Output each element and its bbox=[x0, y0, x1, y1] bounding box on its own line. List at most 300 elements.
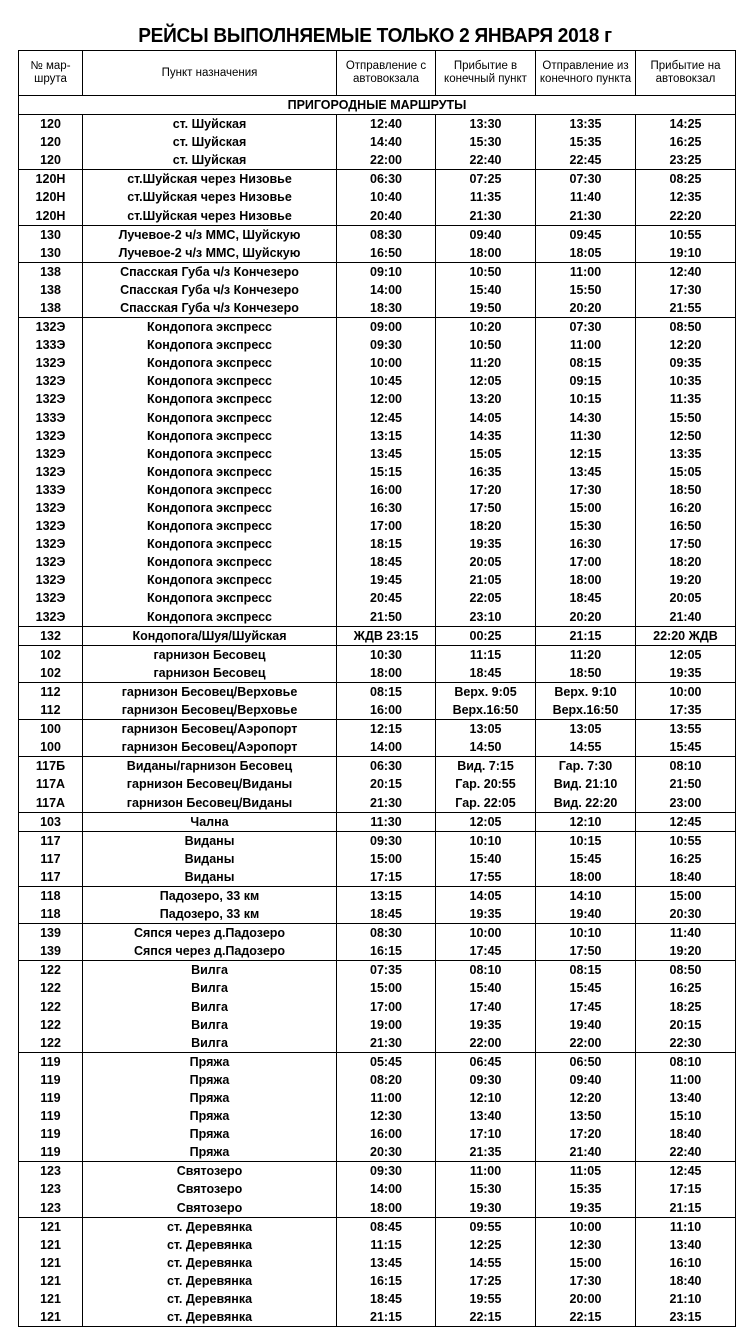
arrival-end-time: 14:55 bbox=[436, 1254, 536, 1272]
departure-end-time: 09:40 bbox=[536, 1071, 636, 1089]
departure-end-time: 11:30 bbox=[536, 427, 636, 445]
col-header-arrival-end: Прибытие в конечный пункт bbox=[436, 51, 536, 96]
destination: Спасская Губа ч/з Кончезеро bbox=[83, 299, 337, 318]
departure-time: 09:30 bbox=[337, 1162, 436, 1181]
destination: Виданы bbox=[83, 868, 337, 887]
route-number: 120Н bbox=[19, 170, 83, 189]
table-row bbox=[19, 682, 736, 701]
destination: Пряжа bbox=[83, 1071, 337, 1089]
route-number: 132Э bbox=[19, 608, 83, 627]
col-header-destination: Пункт назначения bbox=[83, 51, 337, 96]
table-row bbox=[19, 571, 736, 589]
destination: Падозеро, 33 км bbox=[83, 905, 337, 924]
departure-time: 16:00 bbox=[337, 1125, 436, 1143]
arrival-station-time: 16:25 bbox=[636, 133, 736, 151]
table-row bbox=[19, 1254, 736, 1272]
arrival-station-time: 10:55 bbox=[636, 831, 736, 850]
route-number: 119 bbox=[19, 1143, 83, 1162]
destination: Вилга bbox=[83, 998, 337, 1016]
departure-end-time: Вид. 21:10 bbox=[536, 775, 636, 793]
schedule-table bbox=[18, 50, 736, 1327]
departure-end-time: 09:15 bbox=[536, 372, 636, 390]
destination: Кондопога экспресс bbox=[83, 481, 337, 499]
arrival-end-time: 08:10 bbox=[436, 961, 536, 980]
table-row bbox=[19, 299, 736, 318]
arrival-station-time: 19:20 bbox=[636, 942, 736, 961]
arrival-end-time: 22:05 bbox=[436, 589, 536, 607]
departure-time: 14:00 bbox=[337, 738, 436, 757]
departure-end-time: 08:15 bbox=[536, 961, 636, 980]
arrival-end-time: 14:50 bbox=[436, 738, 536, 757]
arrival-end-time: 11:20 bbox=[436, 354, 536, 372]
arrival-end-time: 18:00 bbox=[436, 244, 536, 263]
table-row bbox=[19, 738, 736, 757]
destination: Кондопога экспресс bbox=[83, 427, 337, 445]
route-number: 120 bbox=[19, 133, 83, 151]
table-row bbox=[19, 318, 736, 337]
arrival-end-time: 10:20 bbox=[436, 318, 536, 337]
departure-end-time: 16:30 bbox=[536, 535, 636, 553]
arrival-station-time: 16:20 bbox=[636, 499, 736, 517]
route-number: 139 bbox=[19, 942, 83, 961]
departure-time: 21:30 bbox=[337, 1034, 436, 1053]
departure-time: 18:00 bbox=[337, 664, 436, 683]
destination: Пряжа bbox=[83, 1089, 337, 1107]
arrival-station-time: 22:40 bbox=[636, 1143, 736, 1162]
arrival-station-time: 21:10 bbox=[636, 1290, 736, 1308]
arrival-station-time: 11:40 bbox=[636, 924, 736, 943]
arrival-end-time: 09:55 bbox=[436, 1217, 536, 1236]
destination: Кондопога экспресс bbox=[83, 608, 337, 627]
arrival-station-time: 17:35 bbox=[636, 701, 736, 720]
route-number: 120Н bbox=[19, 206, 83, 225]
destination: Виданы bbox=[83, 850, 337, 868]
route-number: 122 bbox=[19, 1034, 83, 1053]
route-number: 138 bbox=[19, 262, 83, 281]
route-number: 120Н bbox=[19, 188, 83, 206]
arrival-end-time: 22:15 bbox=[436, 1308, 536, 1327]
arrival-end-time: 11:35 bbox=[436, 188, 536, 206]
arrival-station-time: 21:15 bbox=[636, 1199, 736, 1218]
arrival-station-time: 15:50 bbox=[636, 409, 736, 427]
departure-time: 18:45 bbox=[337, 905, 436, 924]
departure-time: 05:45 bbox=[337, 1052, 436, 1071]
arrival-station-time: 15:05 bbox=[636, 463, 736, 481]
route-number: 112 bbox=[19, 701, 83, 720]
departure-time: ЖДВ 23:15 bbox=[337, 626, 436, 645]
departure-time: 16:15 bbox=[337, 1272, 436, 1290]
col-header-departure: Отправление с автовокзала bbox=[337, 51, 436, 96]
departure-time: 17:15 bbox=[337, 868, 436, 887]
departure-end-time: 21:40 bbox=[536, 1143, 636, 1162]
departure-time: 19:45 bbox=[337, 571, 436, 589]
destination: Святозеро bbox=[83, 1162, 337, 1181]
departure-end-time: 12:30 bbox=[536, 1236, 636, 1254]
arrival-station-time: 16:25 bbox=[636, 979, 736, 997]
route-number: 103 bbox=[19, 812, 83, 831]
destination: Кондопога экспресс bbox=[83, 589, 337, 607]
arrival-end-time: 16:35 bbox=[436, 463, 536, 481]
arrival-station-time: 17:15 bbox=[636, 1180, 736, 1198]
route-number: 132Э bbox=[19, 390, 83, 408]
departure-time: 08:15 bbox=[337, 682, 436, 701]
destination: гарнизон Бесовец bbox=[83, 645, 337, 664]
route-number: 121 bbox=[19, 1272, 83, 1290]
departure-end-time: 18:05 bbox=[536, 244, 636, 263]
arrival-station-time: 15:00 bbox=[636, 886, 736, 905]
route-number: 132Э bbox=[19, 517, 83, 535]
departure-end-time: 11:40 bbox=[536, 188, 636, 206]
departure-time: 16:15 bbox=[337, 942, 436, 961]
arrival-station-time: 12:20 bbox=[636, 336, 736, 354]
table-row bbox=[19, 262, 736, 281]
departure-time: 14:40 bbox=[337, 133, 436, 151]
table-row bbox=[19, 850, 736, 868]
departure-time: 06:30 bbox=[337, 757, 436, 776]
departure-end-time: 22:15 bbox=[536, 1308, 636, 1327]
arrival-end-time: 14:35 bbox=[436, 427, 536, 445]
table-row bbox=[19, 244, 736, 263]
arrival-end-time: 11:00 bbox=[436, 1162, 536, 1181]
arrival-end-time: 10:50 bbox=[436, 262, 536, 281]
table-row bbox=[19, 1107, 736, 1125]
departure-time: 14:00 bbox=[337, 281, 436, 299]
departure-end-time: 17:20 bbox=[536, 1125, 636, 1143]
destination: Вилга bbox=[83, 1016, 337, 1034]
departure-end-time: 18:50 bbox=[536, 664, 636, 683]
arrival-station-time: 16:10 bbox=[636, 1254, 736, 1272]
col-header-departure-end: Отправление из конечного пункта bbox=[536, 51, 636, 96]
departure-time: 08:30 bbox=[337, 924, 436, 943]
route-number: 121 bbox=[19, 1254, 83, 1272]
destination: Спасская Губа ч/з Кончезеро bbox=[83, 281, 337, 299]
arrival-end-time: 21:05 bbox=[436, 571, 536, 589]
arrival-end-time: 00:25 bbox=[436, 626, 536, 645]
departure-time: 10:00 bbox=[337, 354, 436, 372]
route-number: 133Э bbox=[19, 481, 83, 499]
arrival-end-time: 15:30 bbox=[436, 1180, 536, 1198]
departure-end-time: 14:55 bbox=[536, 738, 636, 757]
departure-time: 09:10 bbox=[337, 262, 436, 281]
route-number: 123 bbox=[19, 1180, 83, 1198]
arrival-end-time: 09:40 bbox=[436, 225, 536, 244]
destination: Кондопога экспресс bbox=[83, 354, 337, 372]
table-row bbox=[19, 354, 736, 372]
arrival-station-time: 14:25 bbox=[636, 115, 736, 134]
arrival-end-time: Гар. 22:05 bbox=[436, 793, 536, 812]
destination: Спасская Губа ч/з Кончезеро bbox=[83, 262, 337, 281]
route-number: 121 bbox=[19, 1236, 83, 1254]
table-row bbox=[19, 553, 736, 571]
arrival-station-time: 11:35 bbox=[636, 390, 736, 408]
destination: Лучевое-2 ч/з ММС, Шуйскую bbox=[83, 225, 337, 244]
route-number: 132Э bbox=[19, 445, 83, 463]
departure-time: 06:30 bbox=[337, 170, 436, 189]
departure-end-time: 06:50 bbox=[536, 1052, 636, 1071]
table-row bbox=[19, 720, 736, 739]
arrival-station-time: 22:30 bbox=[636, 1034, 736, 1053]
departure-end-time: 15:35 bbox=[536, 133, 636, 151]
destination: Кондопога экспресс bbox=[83, 318, 337, 337]
destination: ст.Шуйская через Низовье bbox=[83, 188, 337, 206]
arrival-station-time: 13:40 bbox=[636, 1089, 736, 1107]
arrival-end-time: 15:05 bbox=[436, 445, 536, 463]
departure-end-time: 12:15 bbox=[536, 445, 636, 463]
table-row bbox=[19, 463, 736, 481]
departure-end-time: 20:20 bbox=[536, 299, 636, 318]
table-row bbox=[19, 757, 736, 776]
route-number: 132Э bbox=[19, 427, 83, 445]
departure-end-time: 22:00 bbox=[536, 1034, 636, 1053]
departure-time: 20:15 bbox=[337, 775, 436, 793]
departure-end-time: 10:15 bbox=[536, 831, 636, 850]
destination: Кондопога экспресс bbox=[83, 463, 337, 481]
table-row bbox=[19, 517, 736, 535]
route-number: 132Э bbox=[19, 372, 83, 390]
route-number: 130 bbox=[19, 244, 83, 263]
departure-end-time: 13:05 bbox=[536, 720, 636, 739]
departure-time: 21:15 bbox=[337, 1308, 436, 1327]
route-number: 117Б bbox=[19, 757, 83, 776]
departure-end-time: Верх.16:50 bbox=[536, 701, 636, 720]
arrival-end-time: 15:40 bbox=[436, 850, 536, 868]
departure-time: 19:00 bbox=[337, 1016, 436, 1034]
table-row bbox=[19, 481, 736, 499]
arrival-end-time: 22:40 bbox=[436, 151, 536, 170]
departure-time: 16:30 bbox=[337, 499, 436, 517]
table-row bbox=[19, 664, 736, 683]
departure-time: 15:00 bbox=[337, 979, 436, 997]
table-row bbox=[19, 701, 736, 720]
destination: гарнизон Бесовец/Верховье bbox=[83, 701, 337, 720]
arrival-end-time: 12:10 bbox=[436, 1089, 536, 1107]
arrival-station-time: 18:50 bbox=[636, 481, 736, 499]
route-number: 138 bbox=[19, 281, 83, 299]
route-number: 117А bbox=[19, 793, 83, 812]
arrival-station-time: 18:25 bbox=[636, 998, 736, 1016]
departure-end-time: 19:40 bbox=[536, 1016, 636, 1034]
departure-end-time: 22:45 bbox=[536, 151, 636, 170]
destination: Пряжа bbox=[83, 1052, 337, 1071]
arrival-end-time: 23:10 bbox=[436, 608, 536, 627]
departure-end-time: 18:45 bbox=[536, 589, 636, 607]
arrival-station-time: 19:10 bbox=[636, 244, 736, 263]
arrival-station-time: 10:00 bbox=[636, 682, 736, 701]
table-body bbox=[19, 96, 736, 1327]
arrival-station-time: 18:40 bbox=[636, 1125, 736, 1143]
arrival-station-time: 08:10 bbox=[636, 1052, 736, 1071]
departure-end-time: 19:35 bbox=[536, 1199, 636, 1218]
arrival-end-time: 13:40 bbox=[436, 1107, 536, 1125]
arrival-station-time: 08:50 bbox=[636, 318, 736, 337]
destination: Кондопога экспресс bbox=[83, 336, 337, 354]
arrival-station-time: 18:40 bbox=[636, 1272, 736, 1290]
departure-end-time: 11:00 bbox=[536, 262, 636, 281]
table-row bbox=[19, 998, 736, 1016]
destination: гарнизон Бесовец/Верховье bbox=[83, 682, 337, 701]
departure-end-time: 18:00 bbox=[536, 571, 636, 589]
route-number: 119 bbox=[19, 1107, 83, 1125]
arrival-station-time: 12:05 bbox=[636, 645, 736, 664]
destination: Вилга bbox=[83, 979, 337, 997]
arrival-station-time: 20:05 bbox=[636, 589, 736, 607]
table-row bbox=[19, 225, 736, 244]
table-header bbox=[19, 51, 736, 96]
table-row bbox=[19, 206, 736, 225]
col-header-arrival-station: Прибытие на автовокзал bbox=[636, 51, 736, 96]
route-number: 130 bbox=[19, 225, 83, 244]
table-row bbox=[19, 1052, 736, 1071]
table-row bbox=[19, 390, 736, 408]
arrival-end-time: 18:45 bbox=[436, 664, 536, 683]
departure-end-time: 21:15 bbox=[536, 626, 636, 645]
route-number: 132Э bbox=[19, 499, 83, 517]
col-header-route: № мар-шрута bbox=[19, 51, 83, 96]
departure-time: 12:00 bbox=[337, 390, 436, 408]
destination: Чална bbox=[83, 812, 337, 831]
departure-time: 09:30 bbox=[337, 831, 436, 850]
arrival-end-time: 06:45 bbox=[436, 1052, 536, 1071]
destination: ст. Шуйская bbox=[83, 115, 337, 134]
destination: Кондопога экспресс bbox=[83, 390, 337, 408]
destination: ст. Шуйская bbox=[83, 151, 337, 170]
departure-time: 16:00 bbox=[337, 701, 436, 720]
table-row bbox=[19, 589, 736, 607]
route-number: 119 bbox=[19, 1089, 83, 1107]
arrival-station-time: 11:10 bbox=[636, 1217, 736, 1236]
arrival-station-time: 10:35 bbox=[636, 372, 736, 390]
destination: гарнизон Бесовец/Аэропорт bbox=[83, 720, 337, 739]
arrival-station-time: 10:55 bbox=[636, 225, 736, 244]
departure-time: 14:00 bbox=[337, 1180, 436, 1198]
table-row bbox=[19, 133, 736, 151]
departure-end-time: 19:40 bbox=[536, 905, 636, 924]
departure-time: 12:45 bbox=[337, 409, 436, 427]
departure-end-time: 20:20 bbox=[536, 608, 636, 627]
arrival-end-time: Гар. 20:55 bbox=[436, 775, 536, 793]
route-number: 119 bbox=[19, 1125, 83, 1143]
departure-time: 22:00 bbox=[337, 151, 436, 170]
table-row bbox=[19, 608, 736, 627]
arrival-station-time: 20:30 bbox=[636, 905, 736, 924]
arrival-end-time: 15:40 bbox=[436, 979, 536, 997]
arrival-end-time: 17:55 bbox=[436, 868, 536, 887]
route-number: 132Э bbox=[19, 571, 83, 589]
destination: гарнизон Бесовец/Виданы bbox=[83, 793, 337, 812]
departure-end-time: 11:05 bbox=[536, 1162, 636, 1181]
departure-end-time: 15:30 bbox=[536, 517, 636, 535]
route-number: 117 bbox=[19, 831, 83, 850]
destination: Сяпся через д.Падозеро bbox=[83, 924, 337, 943]
departure-time: 18:45 bbox=[337, 553, 436, 571]
departure-time: 20:40 bbox=[337, 206, 436, 225]
route-number: 133Э bbox=[19, 409, 83, 427]
departure-end-time: 21:30 bbox=[536, 206, 636, 225]
departure-end-time: 17:30 bbox=[536, 1272, 636, 1290]
arrival-end-time: 22:00 bbox=[436, 1034, 536, 1053]
section-row bbox=[19, 96, 736, 115]
table-row bbox=[19, 979, 736, 997]
departure-end-time: Вид. 22:20 bbox=[536, 793, 636, 812]
arrival-end-time: 21:30 bbox=[436, 206, 536, 225]
destination: Сяпся через д.Падозеро bbox=[83, 942, 337, 961]
departure-time: 08:45 bbox=[337, 1217, 436, 1236]
destination: Кондопога/Шуя/Шуйская bbox=[83, 626, 337, 645]
route-number: 132Э bbox=[19, 354, 83, 372]
table-row bbox=[19, 905, 736, 924]
table-row bbox=[19, 626, 736, 645]
departure-end-time: 10:15 bbox=[536, 390, 636, 408]
route-number: 102 bbox=[19, 645, 83, 664]
destination: Святозеро bbox=[83, 1180, 337, 1198]
table-row bbox=[19, 188, 736, 206]
destination: ст. Деревянка bbox=[83, 1308, 337, 1327]
arrival-station-time: 15:10 bbox=[636, 1107, 736, 1125]
arrival-end-time: 14:05 bbox=[436, 886, 536, 905]
table-row bbox=[19, 1180, 736, 1198]
route-number: 121 bbox=[19, 1290, 83, 1308]
departure-time: 11:15 bbox=[337, 1236, 436, 1254]
departure-end-time: 15:00 bbox=[536, 499, 636, 517]
departure-end-time: 18:00 bbox=[536, 868, 636, 887]
departure-end-time: 13:50 bbox=[536, 1107, 636, 1125]
table-row bbox=[19, 115, 736, 134]
arrival-end-time: 17:25 bbox=[436, 1272, 536, 1290]
arrival-end-time: 14:05 bbox=[436, 409, 536, 427]
table-row bbox=[19, 886, 736, 905]
departure-end-time: 15:00 bbox=[536, 1254, 636, 1272]
departure-end-time: 17:45 bbox=[536, 998, 636, 1016]
arrival-end-time: 10:00 bbox=[436, 924, 536, 943]
route-number: 122 bbox=[19, 1016, 83, 1034]
arrival-station-time: 20:15 bbox=[636, 1016, 736, 1034]
departure-end-time: 07:30 bbox=[536, 170, 636, 189]
route-number: 100 bbox=[19, 738, 83, 757]
arrival-end-time: 17:20 bbox=[436, 481, 536, 499]
arrival-station-time: 12:35 bbox=[636, 188, 736, 206]
table-row bbox=[19, 170, 736, 189]
table-row bbox=[19, 924, 736, 943]
table-row bbox=[19, 281, 736, 299]
departure-end-time: 17:50 bbox=[536, 942, 636, 961]
table-row bbox=[19, 151, 736, 170]
table-row bbox=[19, 499, 736, 517]
arrival-end-time: 19:35 bbox=[436, 1016, 536, 1034]
route-number: 119 bbox=[19, 1052, 83, 1071]
table-row bbox=[19, 1071, 736, 1089]
page-title: РЕЙСЫ ВЫПОЛНЯЕМЫЕ ТОЛЬКО 2 ЯНВАРЯ 2018 г bbox=[138, 24, 612, 47]
departure-end-time: 12:10 bbox=[536, 812, 636, 831]
departure-end-time: 08:15 bbox=[536, 354, 636, 372]
arrival-end-time: 12:25 bbox=[436, 1236, 536, 1254]
route-number: 122 bbox=[19, 998, 83, 1016]
arrival-end-time: 15:40 bbox=[436, 281, 536, 299]
departure-end-time: Гар. 7:30 bbox=[536, 757, 636, 776]
destination: Виданы bbox=[83, 831, 337, 850]
departure-time: 12:30 bbox=[337, 1107, 436, 1125]
departure-end-time: 07:30 bbox=[536, 318, 636, 337]
route-number: 118 bbox=[19, 905, 83, 924]
arrival-end-time: 17:10 bbox=[436, 1125, 536, 1143]
departure-end-time: 17:00 bbox=[536, 553, 636, 571]
route-number: 132Э bbox=[19, 589, 83, 607]
departure-time: 13:45 bbox=[337, 445, 436, 463]
arrival-end-time: 13:05 bbox=[436, 720, 536, 739]
section-title: ПРИГОРОДНЫЕ МАРШРУТЫ bbox=[19, 96, 736, 115]
arrival-end-time: 19:30 bbox=[436, 1199, 536, 1218]
arrival-end-time: 17:45 bbox=[436, 942, 536, 961]
departure-end-time: 12:20 bbox=[536, 1089, 636, 1107]
